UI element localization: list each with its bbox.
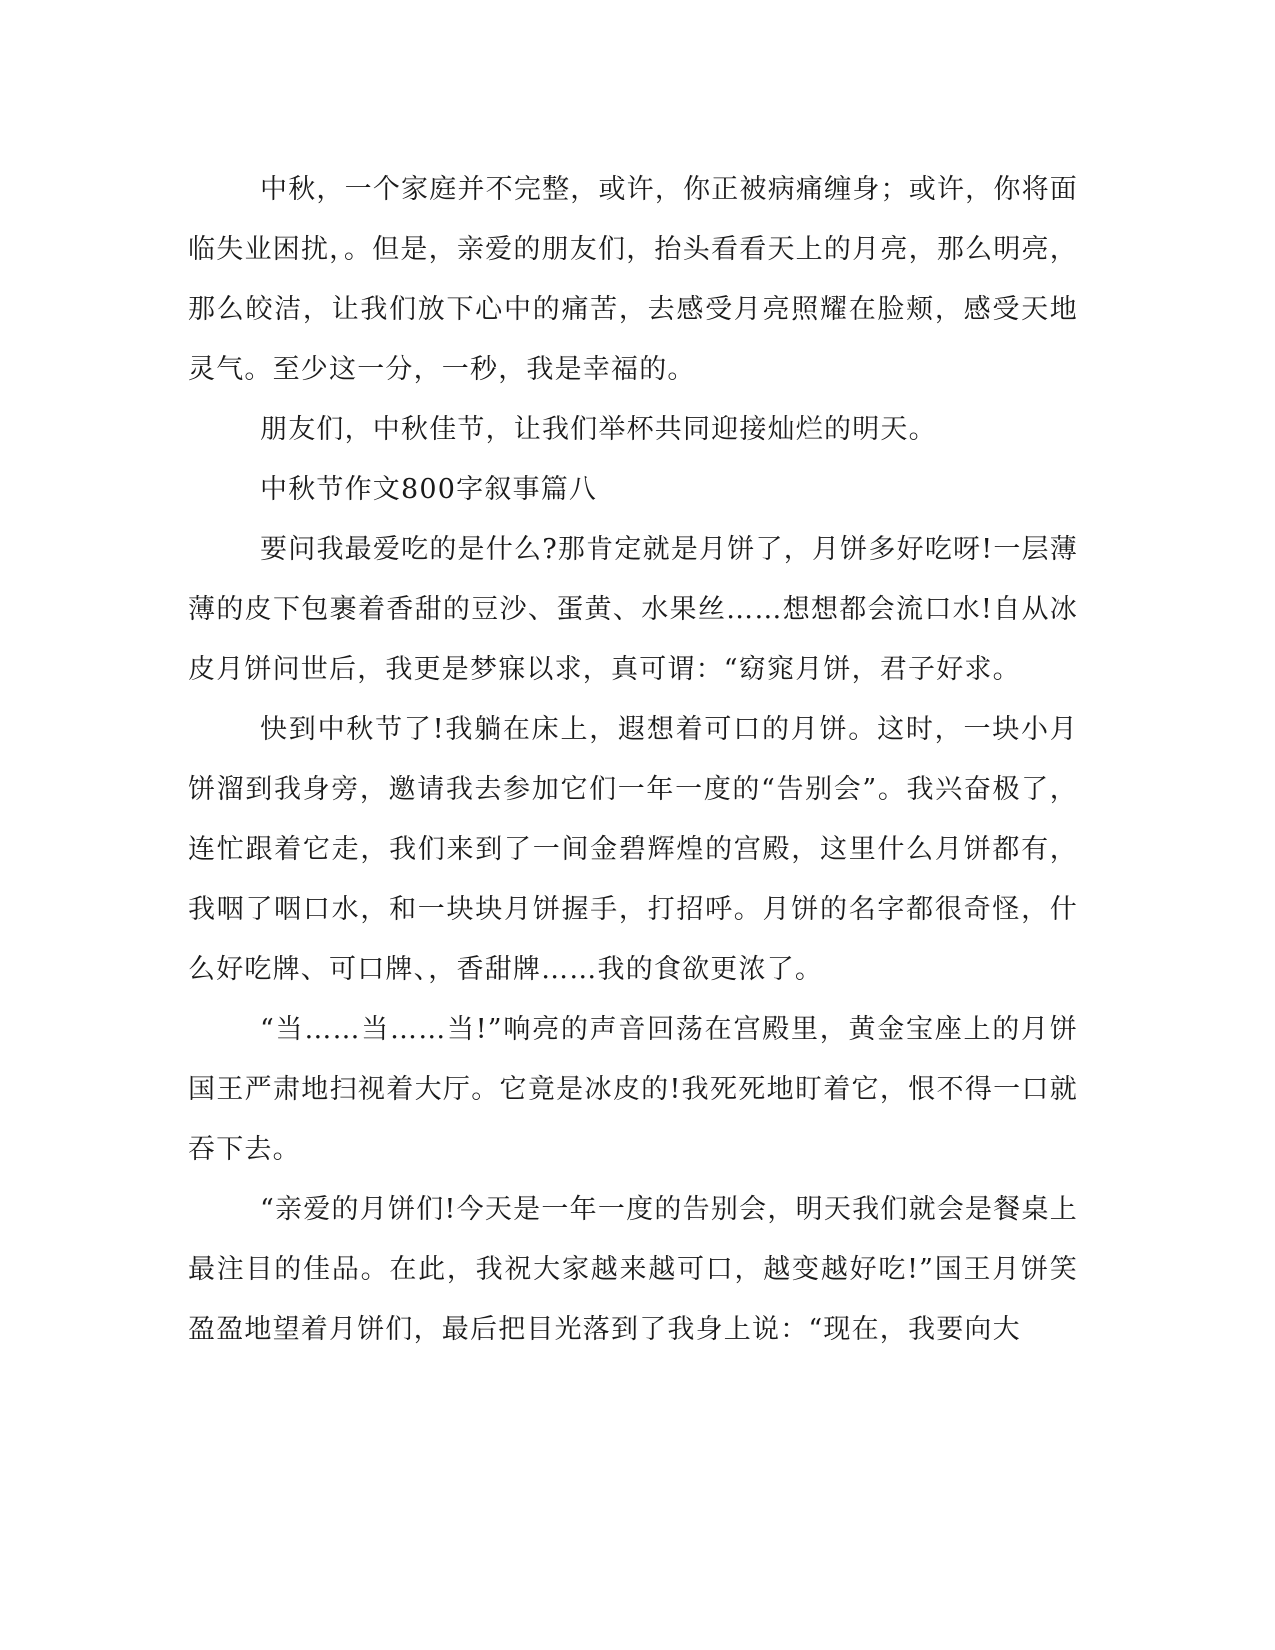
paragraph-favorite-mooncake: 要问我最爱吃的是什么?那肯定就是月饼了，月饼多好吃呀!一层薄薄的皮下包裹着香甜的豆沙、蛋黄、水果丝……想想都会流口水!自从冰皮月饼问世后，我更是梦寐以求，真可谓：“窈窕月饼，君子好求。 bbox=[188, 534, 1078, 685]
paragraph-toast: 朋友们，中秋佳节，让我们举杯共同迎接灿烂的明天。 bbox=[260, 414, 937, 445]
paragraph-farewell-party: 快到中秋节了!我躺在床上，遐想着可口的月饼。这时，一块小月饼溜到我身旁，邀请我去参加它们一年一度的“告别会”。我兴奋极了，连忙跟着它走，我们来到了一间金碧辉煌的宫殿，这里什么月饼都有，我咽了咽口水，和一块块月饼握手，打招呼。月饼的名字都很奇怪，什么好吃牌、可口牌、，香甜牌……我的食欲更浓了。 bbox=[188, 714, 1078, 985]
paragraph-king-speech: “亲爱的月饼们!今天是一年一度的告别会，明天我们就会是餐桌上最注目的佳品。在此，我祝大家越来越可口，越变越好吃!”国王月饼笑盈盈地望着月饼们，最后把目光落到了我身上说：“现在，我要向大 bbox=[188, 1194, 1078, 1345]
section-title: 中秋节作文800字叙事篇八 bbox=[260, 474, 598, 505]
paragraph-king-appears: “当……当……当!”响亮的声音回荡在宫殿里，黄金宝座上的月饼国王严肃地扫视着大厅。它竟是冰皮的!我死死地盯着它，恨不得一口就吞下去。 bbox=[188, 1014, 1078, 1165]
document-body bbox=[188, 160, 1078, 1360]
paragraph-illness-moon: 中秋，一个家庭并不完整，或许，你正被病痛缠身；或许，你将面临失业困扰，。但是，亲爱的朋友们，抬头看看天上的月亮，那么明亮，那么皎洁，让我们放下心中的痛苦，去感受月亮照耀在脸颊，感受天地灵气。至少这一分，一秒，我是幸福的。 bbox=[188, 174, 1078, 385]
